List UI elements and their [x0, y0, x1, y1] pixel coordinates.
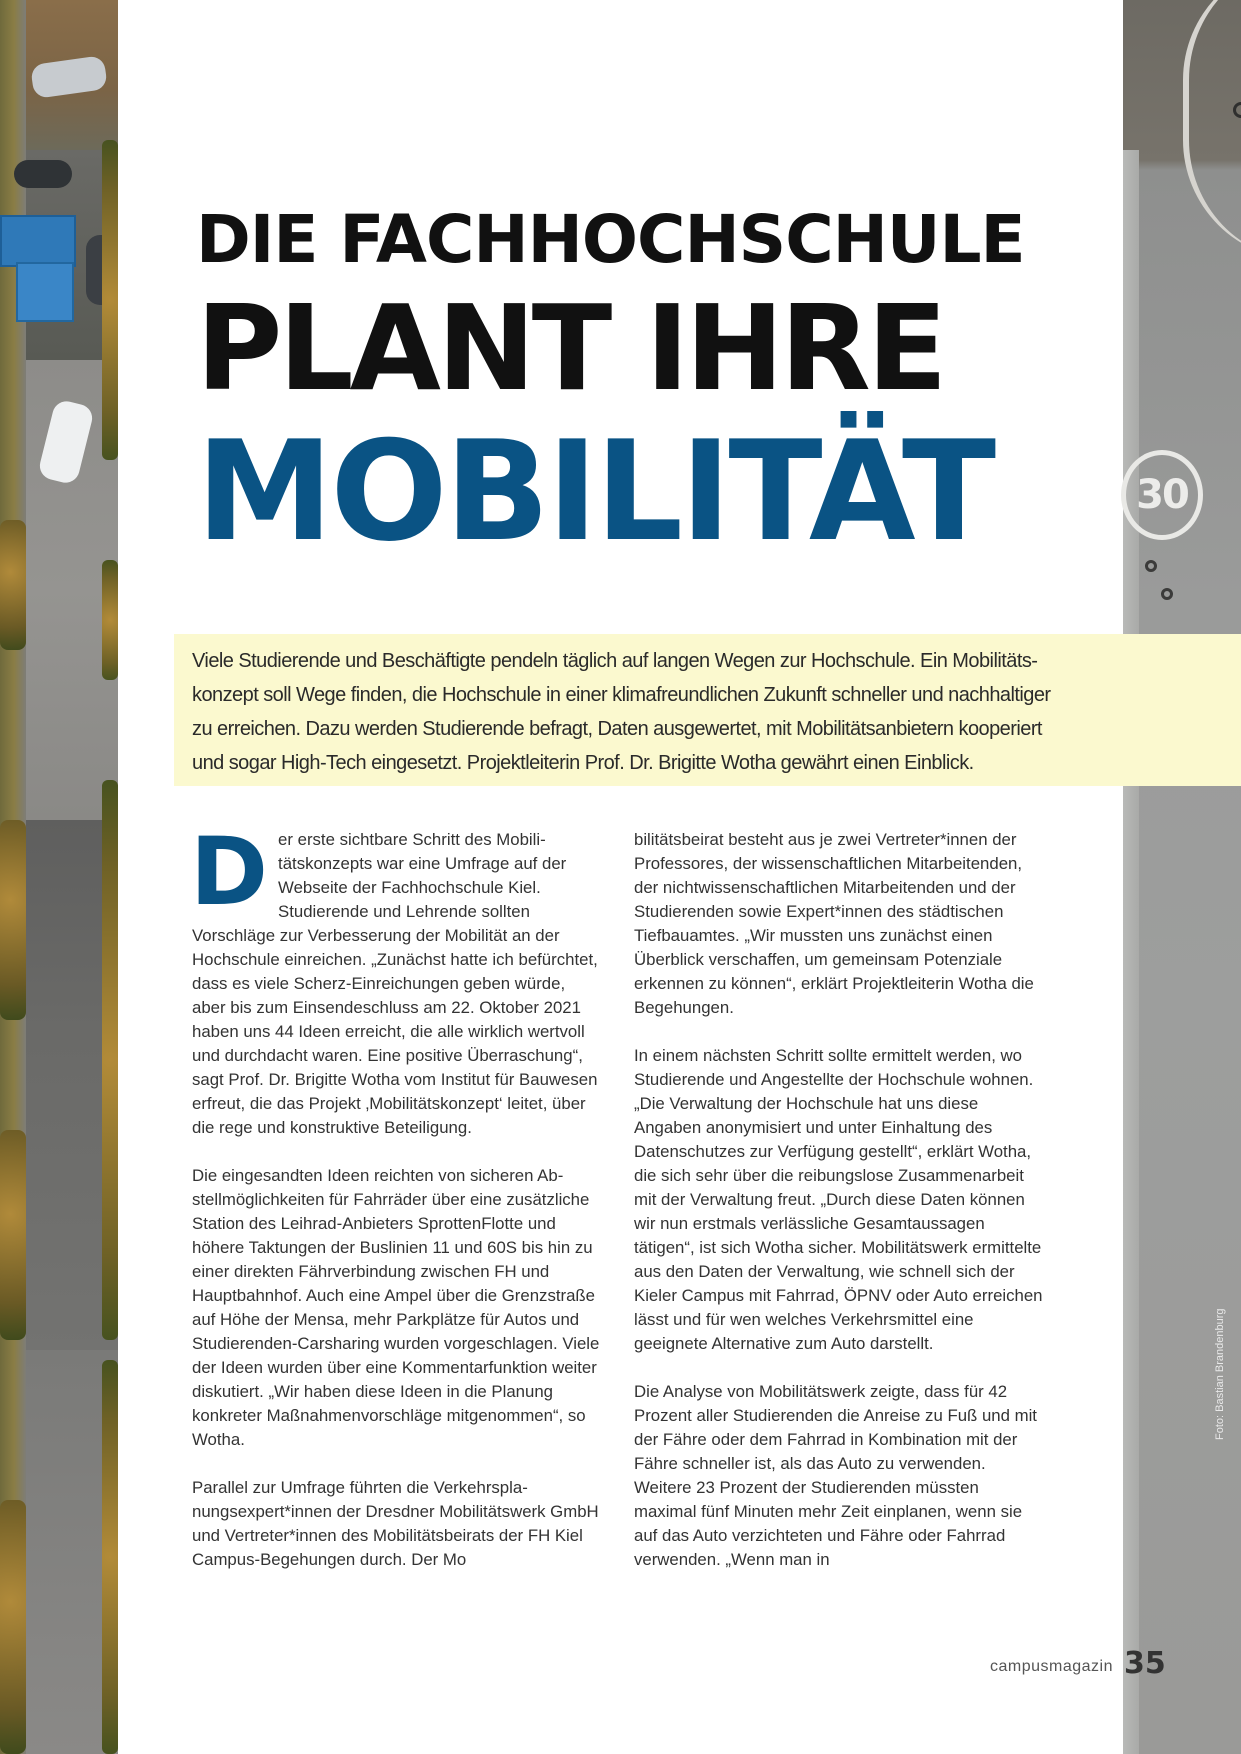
hedge: [0, 1500, 26, 1754]
lead-text: Viele Studierende und Beschäftigte pendeln täglich auf langen Wegen zur Hochschule. Ein Mobilitätskonzept soll Wege finden, die Hochschule in einer klimafreundlichen Zukunft schneller und nachhaltiger zu erreichen. Dazu werden Studierende befragt, Daten ausgewertet, mit Mobilitätsanbietern kooperiert und sogar High-Tech eingesetzt. Projektleiterin Prof. Dr. Brigitte Wotha gewährt einen Einblick.: [192, 650, 1051, 774]
hedge: [102, 780, 118, 1340]
aerial-photo-right: [1123, 0, 1241, 1754]
sidewalk: [1123, 150, 1139, 1754]
hedge: [0, 520, 26, 650]
body-paragraph: In einem nächsten Schritt sollte ermittelt werden, wo Studierende und Angestellte der Hochschule wohnen. „Die Verwaltung der Hochschule hat uns diese Angaben anonymisiert und unter Einhaltung des Datenschutzes zur Verfügung gestellt“, erklärt Wotha, die sich sehr über die reibungslose Zusammenarbeit mit der Verwaltung freut. „Durch diese Daten können wir nun erstmals verlässliche Gesamtaussagen tätigen“, ist sich Wotha sicher. Mobilitätswerk ermittelte aus den Daten der Verwaltung, wie schnell sich der Kieler Campus mit Fahrrad, ÖPNV oder Auto erreichen lässt und für wen welches Verkehrsmittel eine geeignete Alternative zum Auto darstellt.: [634, 1046, 1043, 1353]
page-number: 35: [1124, 1646, 1166, 1681]
headline-line-3: MOBILITÄT: [196, 411, 994, 572]
headline: [196, 200, 1025, 572]
hedge: [0, 1130, 26, 1340]
blue-container: [16, 262, 74, 322]
road-stud: [1145, 560, 1157, 572]
lead-box: [174, 634, 1241, 786]
body-paragraph-text: er erste sichtbare Schritt des Mobilitätskonzepts war eine Umfrage auf der Webseite der Fachhochschule Kiel. Studierende und Lehrende sollten Vorschläge zur Verbesserung der Mobilität an der Hochschule einreichen. „Zunächst hatte ich befürchtet, dass es viele Scherz-Einreichungen geben würde, aber bis zum Einsendeschluss am 22. Oktober 2021 haben uns 44 Ideen erreicht, die alle wirklich wertvoll und durchdacht waren. Eine positive Überraschung“, sagt Prof. Dr. Brigitte Wotha vom Institut für Bauwesen erfreut, die das Projekt ‚Mobilitätskonzept‘ leitet, über die rege und konstruktive Beteiligung.: [192, 830, 598, 1137]
body-paragraph: [190, 818, 602, 1140]
body-paragraph: Die eingesandten Ideen reichten von sicheren Abstellmöglichkeiten für Fahrräder über eine zusätzliche Station des Leihrad-Anbieters SprottenFlotte und höhere Taktungen der Buslinien 11 und 60S bis hin zu einer direkten Fährverbindung zwischen FH und Hauptbahnhof. Auch eine Ampel über die Grenzstraße auf Höhe der Mensa, mehr Parkplätze für Autos und Studierenden-Carsharing wurden vorgeschlagen. Viele der Ideen wurden über eine Kommentarfunktion weiter diskutiert. „Wir haben diese Ideen in die Planung konkreter Maßnahmenvorschläge mitgenommen“, so Wotha.: [192, 1166, 600, 1449]
hedge: [102, 560, 118, 680]
road-stud: [1161, 588, 1173, 600]
car: [14, 160, 72, 188]
drop-cap: D: [190, 818, 269, 927]
hedge: [0, 820, 26, 1020]
speed-limit-marking: 30: [1121, 450, 1203, 540]
body-column-right: [634, 828, 1044, 1596]
aerial-photo-left: [0, 0, 118, 1754]
blue-container: [0, 215, 76, 267]
magazine-name: campusmagazin: [990, 1658, 1113, 1675]
body-paragraph: bilitätsbeirat besteht aus je zwei Vertreter*innen der Professores, der wissenschaftlichen Mitarbeitenden, der nichtwissenschaftlichen Mitarbeitenden und der Studierenden sowie Expert*innen des städtischen Tiefbauamtes. „Wir mussten uns zunächst einen Überblick verschaffen, um gemeinsam Potenziale erkennen zu können“, erklärt Projektleiterin Wotha die Begehungen.: [634, 830, 1034, 1017]
photo-credit: Foto: Bastian Brandenburg: [1214, 1308, 1226, 1440]
road-curve: [1183, 0, 1241, 260]
hedge: [102, 140, 118, 460]
body-paragraph: Parallel zur Umfrage führten die Verkehrsplanungsexpert*innen der Dresdner Mobilitätswerk GmbH und Vertreter*innen des Mobilitätsbeirats der FH Kiel Campus-Begehungen durch. Der Mo: [192, 1478, 599, 1569]
headline-line-1: DIE FACHHOCHSCHULE: [196, 201, 1025, 278]
body-paragraph: Die Analyse von Mobilitätswerk zeigte, dass für 42 Prozent aller Studierenden die Anreise zu Fuß und mit der Fähre oder dem Fahrrad in Kombination mit der Fähre schneller ist, als das Auto zu verwenden. Weitere 23 Prozent der Studierenden müssten maximal fünf Minuten mehr Zeit einplanen, wenn sie auf das Auto verzichteten und Fähre oder Fahrrad verwenden. „Wenn man in: [634, 1382, 1037, 1569]
headline-line-2: PLANT IHRE: [196, 279, 944, 417]
hedge: [102, 1360, 118, 1754]
body-column-left: [190, 818, 602, 1596]
